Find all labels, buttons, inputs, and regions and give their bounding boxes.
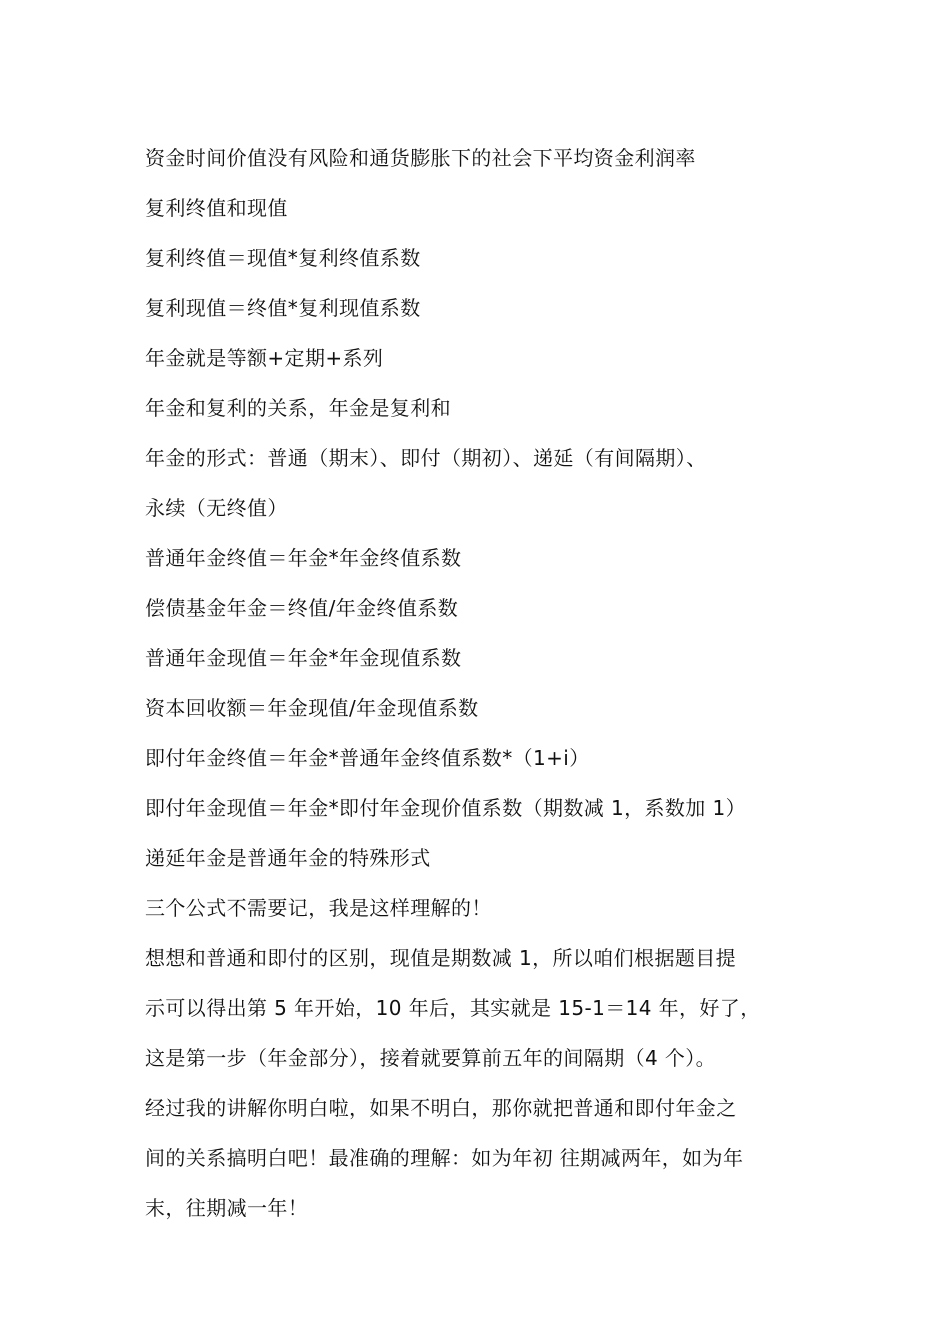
- text-line: 即付年金现值＝年金*即付年金现价值系数（期数减 1，系数加 1）: [145, 796, 746, 820]
- text-line: 即付年金终值＝年金*普通年金终值系数*（1+i）: [145, 746, 590, 770]
- text-line: 间的关系搞明白吧！最准确的理解：如为年初 往期减两年，如为年: [145, 1146, 744, 1170]
- text-line: 年金的形式：普通（期末）、即付（期初）、递延（有间隔期）、: [145, 446, 707, 470]
- text-line: 复利终值＝现值*复利终值系数: [145, 246, 421, 270]
- text-line: 这是第一步（年金部分），接着就要算前五年的间隔期（4 个）。: [145, 1046, 717, 1070]
- text-line: 偿债基金年金＝终值/年金终值系数: [145, 596, 459, 620]
- text-line: 永续（无终值）: [145, 496, 288, 520]
- text-line: 资本回收额＝年金现值/年金现值系数: [145, 696, 479, 720]
- text-line: 年金就是等额+定期+系列: [145, 346, 384, 370]
- text-line: 三个公式不需要记，我是这样理解的！: [145, 896, 492, 920]
- text-line: 普通年金现值＝年金*年金现值系数: [145, 646, 462, 670]
- text-line: 复利终值和现值: [145, 196, 288, 220]
- text-line: 复利现值＝终值*复利现值系数: [145, 296, 421, 320]
- text-line: 普通年金终值＝年金*年金终值系数: [145, 546, 462, 570]
- text-line: 递延年金是普通年金的特殊形式: [145, 846, 431, 870]
- text-line: 示可以得出第 5 年开始，10 年后，其实就是 15-1＝14 年，好了，: [145, 996, 761, 1020]
- text-line: 年金和复利的关系，年金是复利和: [145, 396, 451, 420]
- text-line: 资金时间价值没有风险和通货膨胀下的社会下平均资金利润率: [145, 146, 696, 170]
- document-body: [145, 133, 815, 1233]
- text-line: 想想和普通和即付的区别，现值是期数减 1，所以咱们根据题目提: [145, 946, 737, 970]
- text-line: 末，往期减一年！: [145, 1196, 309, 1220]
- text-line: 经过我的讲解你明白啦，如果不明白，那你就把普通和即付年金之: [145, 1096, 737, 1120]
